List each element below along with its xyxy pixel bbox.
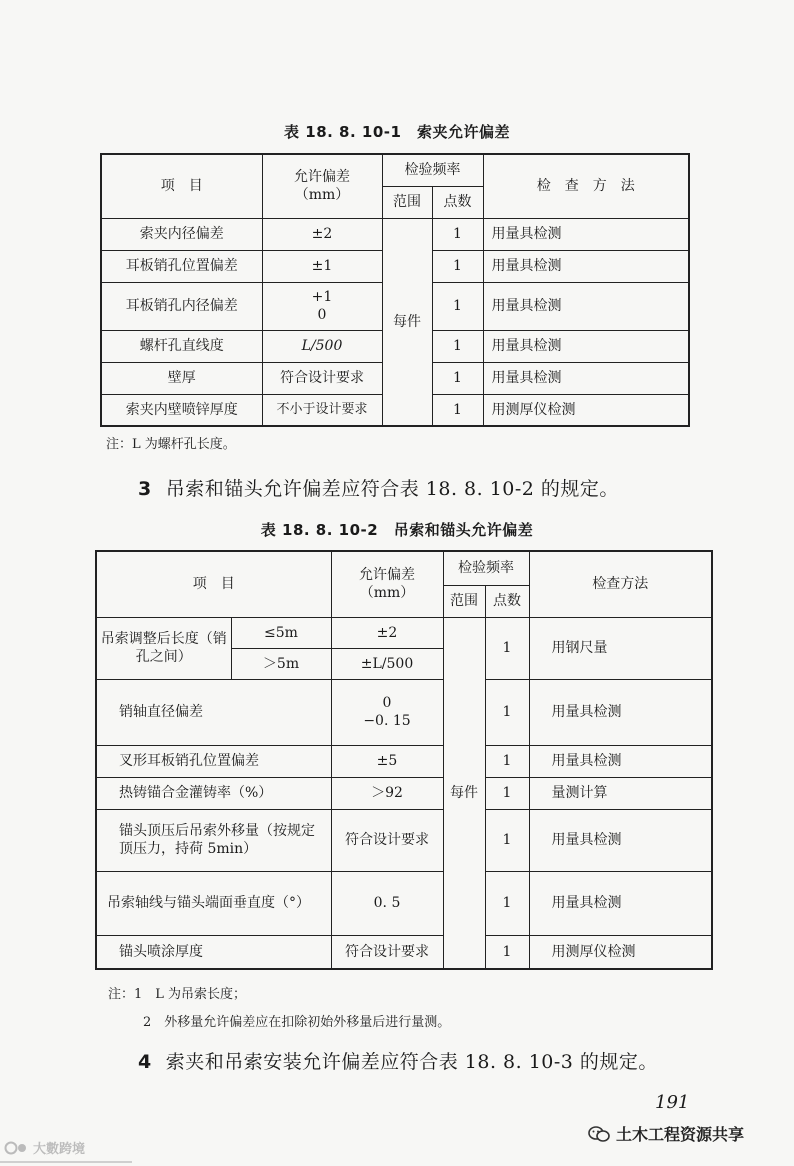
t1-row-tol: ±2 bbox=[262, 218, 382, 250]
t1-row-tol: ±1 bbox=[262, 250, 382, 282]
t2-row-item: 吊索调整后长度（销孔之间） bbox=[96, 617, 231, 679]
t2-row-sub: ＞5m bbox=[231, 648, 331, 679]
t2-header-unit: （mm） bbox=[359, 585, 415, 602]
table1-note: 注：L 为螺杆孔长度。 bbox=[106, 437, 236, 452]
t1-row-points: 1 bbox=[432, 362, 483, 394]
t2-header-tolerance bbox=[331, 551, 443, 617]
t1-row-points: 1 bbox=[432, 394, 483, 426]
t1-row-method: 用量具检测 bbox=[483, 218, 689, 250]
paragraph-4-number: 4 bbox=[138, 1051, 152, 1073]
paragraph-3-text: 吊索和锚头允许偏差应符合表 18. 8. 10-2 的规定。 bbox=[165, 478, 619, 500]
t2-row-tol: ＞92 bbox=[331, 777, 443, 809]
t1-row-tol: 不小于设计要求 bbox=[262, 394, 382, 426]
t1-row-item: 壁厚 bbox=[101, 362, 262, 394]
t1-row-tol-upper: +1 bbox=[311, 289, 333, 305]
t1-row-item: 索夹内壁喷锌厚度 bbox=[101, 394, 262, 426]
table2 bbox=[95, 550, 713, 970]
table2-note-1: 注：1 L 为吊索长度； bbox=[108, 987, 247, 1002]
t1-header-points: 点数 bbox=[432, 186, 483, 218]
t1-row-points: 1 bbox=[432, 330, 483, 362]
t1-header-scope: 范围 bbox=[382, 186, 432, 218]
t1-row-points: 1 bbox=[432, 218, 483, 250]
t2-header-method: 检查方法 bbox=[529, 551, 712, 617]
t1-row-tol: L/500 bbox=[262, 330, 382, 362]
wechat-icon bbox=[588, 1125, 610, 1143]
t1-row-method: 用量具检测 bbox=[483, 330, 689, 362]
t1-row-item: 索夹内径偏差 bbox=[101, 218, 262, 250]
paragraph-4-text: 索夹和吊索安装允许偏差应符合表 18. 8. 10-3 的规定。 bbox=[165, 1051, 658, 1073]
t2-row-tol: ±L/500 bbox=[331, 648, 443, 679]
t2-row-item: 叉形耳板销孔位置偏差 bbox=[96, 745, 331, 777]
t2-row-points: 1 bbox=[485, 871, 529, 935]
t1-row-item: 螺杆孔直线度 bbox=[101, 330, 262, 362]
watermark-left bbox=[4, 1138, 85, 1157]
t1-row-method: 用测厚仪检测 bbox=[483, 394, 689, 426]
t2-scope-value: 每件 bbox=[443, 617, 485, 969]
t2-row-item: 锚头顶压后吊索外移量（按规定顶压力，持荷 5min） bbox=[96, 809, 331, 871]
t1-row-tol-lower: 0 bbox=[317, 307, 327, 323]
t2-row-method: 用量具检测 bbox=[529, 809, 712, 871]
t2-row-points: 1 bbox=[485, 679, 529, 745]
t2-row-method: 用钢尺量 bbox=[529, 617, 712, 679]
t1-row-item: 耳板销孔位置偏差 bbox=[101, 250, 262, 282]
t1-row-tol bbox=[262, 282, 382, 330]
t2-header-tolerance-label: 允许偏差 bbox=[359, 567, 415, 584]
t2-row-method: 量测计算 bbox=[529, 777, 712, 809]
t2-row-method: 用测厚仪检测 bbox=[529, 935, 712, 969]
watermark-right bbox=[588, 1122, 744, 1145]
t1-header-tolerance bbox=[262, 154, 382, 218]
t2-row-tol: 0. 5 bbox=[331, 871, 443, 935]
t2-row-points: 1 bbox=[485, 777, 529, 809]
page-number: 191 bbox=[655, 1092, 690, 1113]
t2-row-item: 销轴直径偏差 bbox=[96, 679, 331, 745]
t2-row-points: 1 bbox=[485, 617, 529, 679]
t1-header-frequency: 检验频率 bbox=[382, 154, 483, 186]
t2-row-item: 热铸锚合金灌铸率（%） bbox=[96, 777, 331, 809]
t1-row-points: 1 bbox=[432, 282, 483, 330]
t2-row-sub: ≤5m bbox=[231, 617, 331, 648]
t1-row-method: 用量具检测 bbox=[483, 282, 689, 330]
watermark-right-text: 土木工程资源共享 bbox=[616, 1125, 745, 1144]
t2-row-tol-upper: 0 bbox=[382, 695, 392, 711]
t1-header-unit: （mm） bbox=[294, 187, 350, 204]
t2-header-frequency: 检验频率 bbox=[443, 551, 529, 585]
t1-row-points: 1 bbox=[432, 250, 483, 282]
watermark-left-text: 大數跨境 bbox=[33, 1142, 86, 1157]
table2-note-2: 2 外移量允许偏差应在扣除初始外移量后进行量测。 bbox=[143, 1015, 451, 1030]
t2-row-tol: 符合设计要求 bbox=[331, 935, 443, 969]
t2-row-tol: ±2 bbox=[331, 617, 443, 648]
t2-row-item: 吊索轴线与锚头端面垂直度（°） bbox=[96, 871, 331, 935]
t2-row-method: 用量具检测 bbox=[529, 745, 712, 777]
t1-row-method: 用量具检测 bbox=[483, 250, 689, 282]
t2-row-points: 1 bbox=[485, 745, 529, 777]
t2-header-scope: 范围 bbox=[443, 585, 485, 617]
t1-header-item: 项 目 bbox=[101, 154, 262, 218]
t2-header-points: 点数 bbox=[485, 585, 529, 617]
t2-header-item: 项 目 bbox=[96, 551, 331, 617]
t1-row-method: 用量具检测 bbox=[483, 362, 689, 394]
t2-row-method: 用量具检测 bbox=[529, 679, 712, 745]
t2-row-tol: 符合设计要求 bbox=[331, 809, 443, 871]
paragraph-3-number: 3 bbox=[138, 478, 152, 500]
table2-caption: 表 18. 8. 10-2 吊索和锚头允许偏差 bbox=[260, 521, 534, 539]
paragraph-3 bbox=[138, 474, 619, 501]
logo-icon bbox=[4, 1141, 30, 1155]
table1-caption: 表 18. 8. 10-1 索夹允许偏差 bbox=[284, 123, 510, 141]
t1-row-tol: 符合设计要求 bbox=[262, 362, 382, 394]
t2-row-tol: ±5 bbox=[331, 745, 443, 777]
paragraph-4 bbox=[138, 1047, 658, 1074]
table1 bbox=[100, 153, 690, 427]
watermark-underline bbox=[0, 1161, 132, 1163]
t2-row-tol-lower: −0. 15 bbox=[363, 713, 411, 729]
t2-row-tol bbox=[331, 679, 443, 745]
t1-header-tolerance-label: 允许偏差 bbox=[294, 169, 350, 186]
t1-row-item: 耳板销孔内径偏差 bbox=[101, 282, 262, 330]
t1-scope-value: 每件 bbox=[382, 218, 432, 426]
t2-row-points: 1 bbox=[485, 809, 529, 871]
t2-row-item: 锚头喷涂厚度 bbox=[96, 935, 331, 969]
t2-row-method: 用量具检测 bbox=[529, 871, 712, 935]
t1-header-method: 检 查 方 法 bbox=[483, 154, 689, 218]
t2-row-points: 1 bbox=[485, 935, 529, 969]
